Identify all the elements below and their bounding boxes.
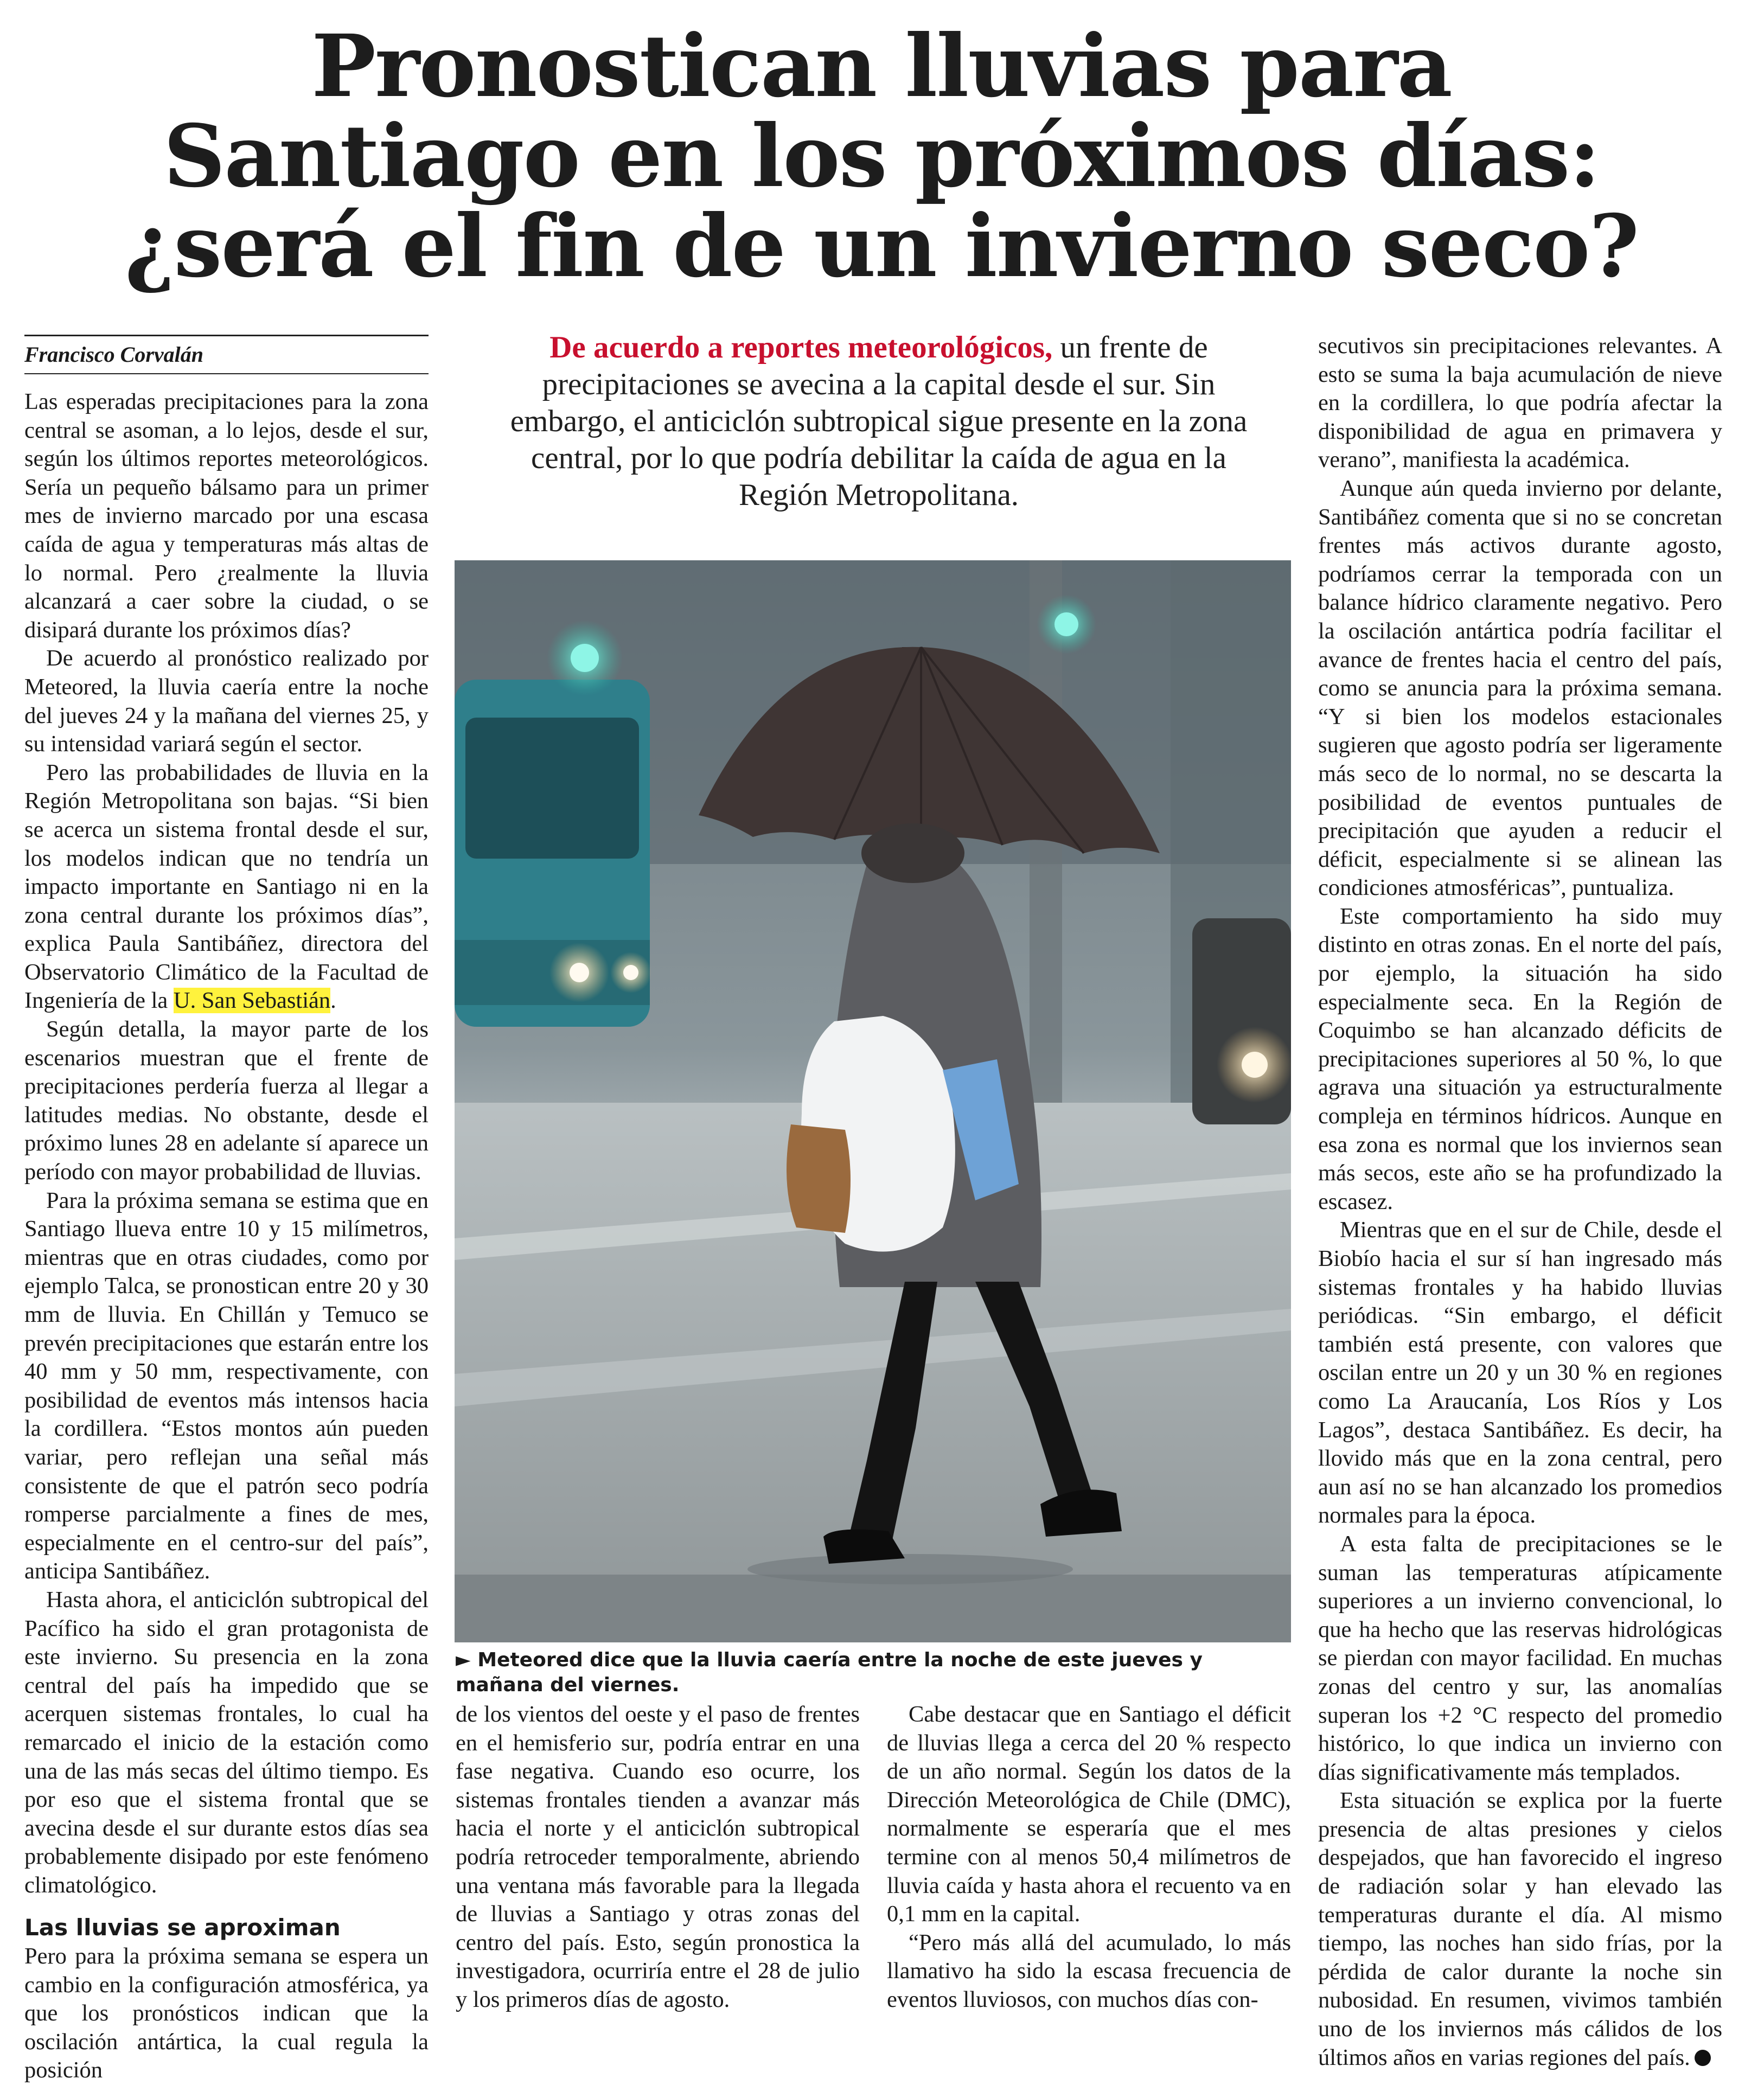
lead-highlight: De acuerdo a reportes meteorológicos, <box>549 330 1053 364</box>
end-mark-icon <box>1695 2050 1711 2066</box>
highlighted-text: U. San Sebastián <box>173 988 331 1014</box>
paragraph-text: . <box>330 988 336 1014</box>
paragraph-text: Esta situación se explica por la fuerte presencia de altas presiones y cielos despejados, que han favorecido el ingreso de radiación solar y han elevado las temperaturas durante el día. Al mismo tiempo, las noches han sido frías, por la pérdida de calor durante la noche sin nubosidad. En resumen, vivimos también uno de los inviernos más cálidos de los últimos años en varias regiones del país. <box>1318 1788 1722 2070</box>
column-1 <box>24 388 429 2085</box>
byline-divider <box>24 373 429 374</box>
paragraph <box>1318 1787 1722 2072</box>
article-photo <box>455 560 1291 1642</box>
paragraph: Las esperadas precipitaciones para la zona central se asoman, a lo lejos, desde el sur, según los últimos reportes meteorológicos. Sería un pequeño bálsamo para un primer mes de invierno marcado por una escasa caída de agua y temperaturas más altas de lo normal. Pero ¿realmente la lluvia alcanzará a caer sobre la ciudad, o se disipará durante los próximos días? <box>24 389 429 643</box>
byline: Francisco Corvalán <box>24 335 429 369</box>
rainy-street-illustration <box>455 560 1291 1642</box>
headline <box>65 16 1698 297</box>
column-3 <box>887 1700 1291 2014</box>
paragraph: secutivos sin precipitaciones relevantes. A esto se suma la baja acumulación de nieve en la cordillera, lo que podría afectar la disponibilidad de agua en primavera y verano”, manifiesta la académica. <box>1318 333 1722 473</box>
paragraph: Aunque aún queda invierno por delante, Santibáñez comenta que si no se concretan frentes más activos durante agosto, podríamos cerrar la temporada con un balance hídrico claramente negativo. Pero la oscilación antártica podría facilitar el avance de frentes hacia el centro del país, como se anuncia para la próxima semana. “Y si bien los modelos estacionales sugieren que agosto podría ser ligeramente más seco de lo normal, no se descarta la posibilidad de eventos puntuales de precipitación que ayuden a reducir el déficit, especialmente si se alinean las condiciones atmosféricas”, puntualiza. <box>1318 475 1722 901</box>
lead-paragraph <box>488 329 1269 514</box>
column-4 <box>1318 332 1722 2072</box>
paragraph: Mientras que en el sur de Chile, desde el Biobío hacia el sur sí han ingresado más sistemas frontales y ha habido lluvias periódicas. “Sin embargo, el déficit también está presente, con valores que oscilan entre un 20 y un 30 % en regiones como La Araucanía, Los Ríos y Los Lagos”, destaca Santibáñez. Es decir, ha llovido más que en la zona central, pero aun así no se han alcanzado los promedios normales para la época. <box>1318 1217 1722 1528</box>
paragraph: Para la próxima semana se estima que en Santiago llueva entre 10 y 15 milímetros, mientras que en otras ciudades, como por ejemplo Talca, se pronostican entre 20 y 30 mm de lluvia. En Chillán y Temuco se prevén precipitaciones que estarán entre los 40 mm y 50 mm, respectivamente, con posibilidad de eventos más intensos hacia la cordillera. “Estos montos aún pueden variar, pero reflejan una señal más consistente de que el patrón seco podría romperse parcialmente a fines de mes, especialmente en el centro-sur del país”, anticipa Santibáñez. <box>24 1187 429 1584</box>
paragraph: de los vientos del oeste y el paso de frentes en el hemisferio sur, podría entrar en una fase negativa. Cuando eso ocurre, los sistemas frontales tienden a avanzar más hacia el norte y el anticiclón subtropical podría retroceder temporalmente, abriendo una ventana más favorable para la llegada de lluvias a Santiago y otras zonas del centro del país. Esto, según pronostica la investigadora, ocurriría entre el 28 de julio y los primeros días de agosto. <box>456 1702 860 2012</box>
paragraph: “Pero más allá del acumulado, lo más llamativo ha sido la escasa frecuencia de eventos lluviosos, con muchos días con- <box>887 1929 1291 2012</box>
photo-caption: ► Meteored dice que la lluvia caería entre la noche de este jueves y mañana del viernes. <box>456 1649 1203 1696</box>
column-2 <box>456 1700 860 2014</box>
paragraph: Hasta ahora, el anticiclón subtropical del Pacífico ha sido el gran protagonista de este invierno. Su presencia en la zona central del país ha impedido que se acerquen sistemas frontales, lo cual ha remarcado el inicio de la estación como una de las más secas del último tiempo. Es por eso que el sistema frontal que se avecina desde el sur durante estos días sea probablemente disipado por este fenómeno climatológico. <box>24 1587 429 1898</box>
headline-line-3: ¿será el fin de un invierno seco? <box>124 196 1639 297</box>
paragraph: De acuerdo al pronóstico realizado por Meteored, la lluvia caería entre la noche del jueves 24 y la mañana del viernes 25, y su intensidad variará según el sector. <box>24 645 429 757</box>
paragraph <box>24 759 429 1015</box>
paragraph: Este comportamiento ha sido muy distinto en otras zonas. En el norte del país, por ejemplo, la situación ha sido especialmente seca. En la Región de Coquimbo se han alcanzado déficits de precipitaciones superiores al 50 %, lo que agrava una situación ya estructuralmente compleja en términos hídricos. Aunque en esa zona es normal que los inviernos sean más secos, este año se ha profundizado la escasez. <box>1318 903 1722 1214</box>
paragraph: Pero para la próxima semana se espera un cambio en la configuración atmosférica, ya que los pronósticos indican que la oscilación antártica, la cual regula la posición <box>24 1943 429 2083</box>
headline-line-2: Santiago en los próximos días: <box>163 106 1600 207</box>
paragraph: A esta falta de precipitaciones se le suman las temperaturas atípicamente superiores a un invierno convencional, lo que ha hecho que las reservas hidrológicas se pierdan con mayor facilidad. En muchas zonas del centro y sur, las anomalías superan los +2 °C respecto del promedio histórico, lo que indica un invierno con días significativamente más templados. <box>1318 1531 1722 1785</box>
paragraph-text: Pero las probabilidades de lluvia en la Región Metropolitana son bajas. “Si bien se acerca un sistema frontal desde el sur, los modelos indican que no tendría un impacto importante en Santiago ni en la zona central durante los próximos días”, explica Paula Santibáñez, directora del Observatorio Climático de la Facultad de Ingeniería de la <box>24 759 429 1014</box>
paragraph: Según detalla, la mayor parte de los escenarios muestran que el frente de precipitaciones perdería fuerza al llegar a latitudes medias. No obstante, desde el próximo lunes 28 en adelante sí aparece un período con mayor probabilidad de lluvias. <box>24 1016 429 1185</box>
lead-text: un frente de precipitaciones se avecina a la capital desde el sur. Sin embargo, el anticiclón subtropical sigue presente en la zona central, por lo que podría debilitar la caída de agua en la Región Metropolitana. <box>510 330 1248 512</box>
paragraph: Cabe destacar que en Santiago el déficit de lluvias llega a cerca del 20 % respecto de un año normal. Según los datos de la Dirección Meteorológica de Chile (DMC), normalmente se esperaría que el mes termine con al menos 50,4 milímetros de lluvia caída y hasta ahora el recuento va en 0,1 mm en la capital. <box>887 1702 1291 1927</box>
section-subhead: Las lluvias se aproximan <box>24 1914 341 1941</box>
headline-line-1: Pronostican lluvias para <box>311 16 1452 117</box>
